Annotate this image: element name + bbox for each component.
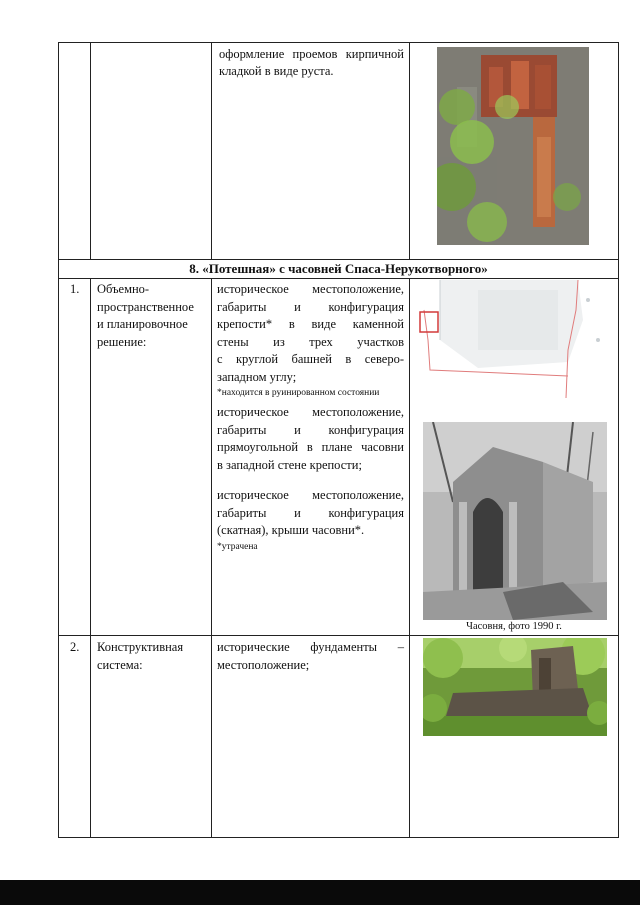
brick-wall-photo (437, 47, 589, 245)
row1-label-line: пространственное (97, 299, 194, 314)
para2-line: в западной стене крепости; (217, 457, 362, 472)
row1-label-line: и планировочное (97, 317, 188, 331)
para1-line: стены из трех участков (217, 334, 404, 349)
row1-note-3: *утрачена (217, 541, 258, 552)
row2-label-line: Конструктивная (97, 640, 184, 654)
para2-line: габариты и конфигурация (217, 422, 404, 437)
para1-line: габариты и конфигурация (217, 299, 404, 314)
row1-paragraph-1 (217, 281, 404, 400)
row1-paragraph-2 (217, 404, 404, 474)
header-bottom-line (58, 278, 619, 279)
row2-text (217, 639, 404, 674)
row2-text-line: исторические фундаменты – (217, 640, 404, 654)
para2-line: историческое местоположение, (217, 405, 404, 419)
col2-divider (211, 278, 212, 838)
row1-note-1: *находится в руинированном состоянии (217, 388, 380, 398)
para3-line: габариты и конфигурация (217, 505, 404, 520)
chapel-photo-1990 (423, 422, 607, 620)
col2-divider-top (211, 42, 212, 259)
col1-divider-top (90, 42, 91, 259)
row1-label-line: решение: (97, 334, 147, 349)
site-plan-map (418, 280, 614, 398)
row1-number: 1. (70, 282, 80, 296)
chapel-photo-caption: Часовня, фото 1990 г. (466, 621, 562, 632)
table-left-border (58, 42, 59, 838)
row1-label (97, 281, 207, 351)
top-row-text: оформление проемов кирпичной (219, 47, 404, 61)
row1-paragraph-3 (217, 487, 404, 554)
para1-line: историческое местоположение, (217, 282, 404, 296)
para3-line: историческое местоположение, (217, 488, 404, 502)
para1-line: западном углу; (217, 369, 297, 384)
col3-divider (409, 278, 410, 838)
row2-top-line (58, 635, 619, 636)
para3-line: (скатная), крыши часовни*. (217, 523, 365, 537)
foundation-ruins-photo (423, 638, 607, 736)
col3-divider-top (409, 42, 410, 259)
table-bottom-border (58, 837, 619, 838)
section-header: 8. «Потешная» с часовней Спаса-Нерукотворного» (189, 261, 488, 276)
row2-label-line: система: (97, 657, 143, 672)
row2-number: 2. (70, 640, 80, 654)
row2-label (97, 639, 207, 674)
para1-line: с круглой башней в северо- (217, 352, 404, 366)
scan-bottom-band (0, 880, 640, 905)
col1-divider (90, 278, 91, 838)
table-top-border (58, 42, 619, 43)
top-row-text-line2: кладкой в виде руста. (219, 64, 334, 78)
row1-label-line: Объемно- (97, 282, 150, 296)
para2-line: прямоугольной в плане часовни (217, 440, 404, 454)
table-right-border (618, 42, 619, 838)
para1-line: крепости* в виде каменной (217, 317, 404, 331)
row2-text-line: местоположение; (217, 657, 310, 672)
